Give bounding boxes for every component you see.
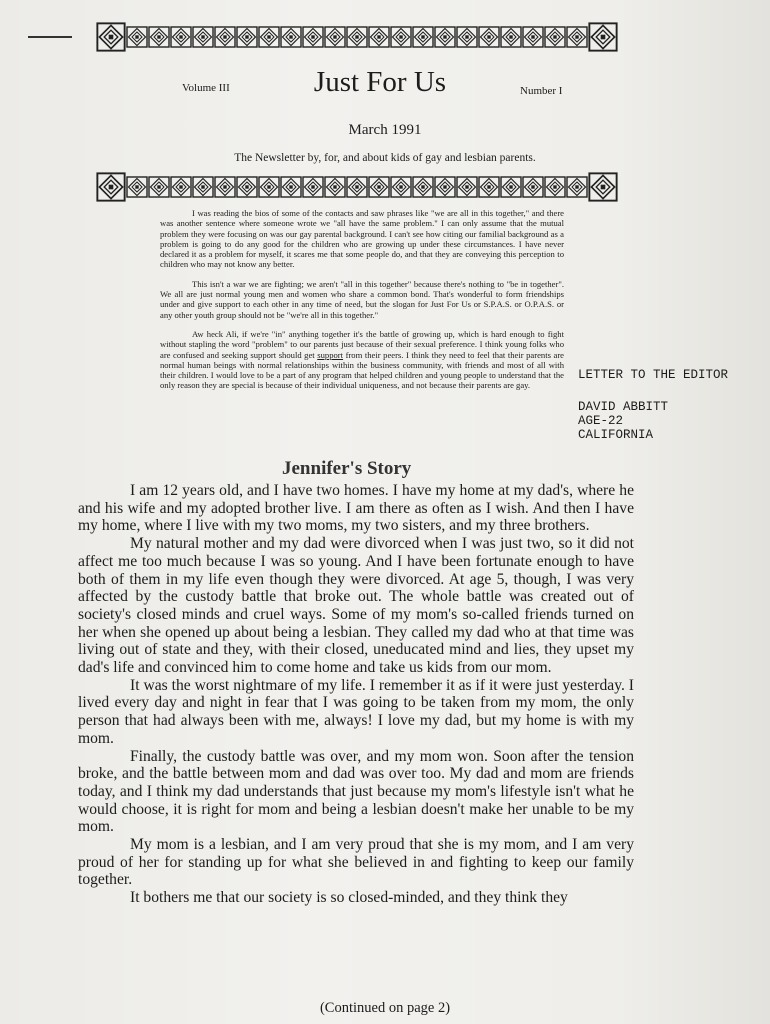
border-ornament-tile (96, 22, 126, 52)
border-ornament-tile (588, 22, 618, 52)
border-ornament-tile (456, 176, 478, 198)
border-ornament-tile (126, 26, 148, 48)
volume-label: Volume III (182, 82, 230, 94)
story-body (78, 482, 634, 907)
border-ornament-tile (236, 176, 258, 198)
border-ornament-tile (214, 26, 236, 48)
number-label: Number I (520, 85, 563, 97)
border-ornament-tile (522, 26, 544, 48)
border-ornament-tile (324, 26, 346, 48)
border-ornament-tile (412, 26, 434, 48)
border-ornament-tile (236, 26, 258, 48)
letter-body (160, 208, 564, 400)
border-ornament-tile (478, 26, 500, 48)
letter-paragraph: This isn't a war we are fighting; we aren't "all in this together" because there's nothing to "be in together". We all are just normal young men and women who share a common bond. That's wonderful to form friendships under and give support to each other in any time of need, but the slogan for Just For Us or S.P.A.S. or O.P.A.S. or any other youth group should not be "we're all in this together." (160, 278, 564, 320)
border-ornament-tile (346, 176, 368, 198)
story-title: Jennifer's Story (282, 458, 412, 479)
story-paragraph: My natural mother and my dad were divorced when I was just two, so it did not affect me too much because I was so young. And I have been fortunate enough to have both of them in my life even though they were divorced. At age 5, though, I was very affected by the custody battle that broke out. The whole battle was created out of society's closed minds and cruel ways. Some of my mom's so-called friends turned on her when she opened up about being a lesbian. They called my dad who at that time was living out of state and they, with their closed, uneducated mind and lies, they upset my dad's life and convinced him to come home and take us kids from our mom. (78, 535, 634, 677)
border-ornament-tile (192, 26, 214, 48)
border-ornament-tile (434, 176, 456, 198)
border-ornament-tile (280, 176, 302, 198)
border-ornament-tile (522, 176, 544, 198)
border-ornament-tile (126, 176, 148, 198)
border-ornament-tile (500, 176, 522, 198)
border-ornament-tile (214, 176, 236, 198)
author-age: AGE-22 (578, 414, 624, 428)
border-ornament-tile (368, 26, 390, 48)
border-ornament-tile (588, 172, 618, 202)
border-ornament-tile (96, 172, 126, 202)
letter-text: from their peers. I think they need to feel that their parents are normal human beings with normal relationships within the business community, with friends and most of all with their children. I would love to be a part of any program that helped children and young people to understand that the only reason they are special is because of their individual uniqueness, and not because their parents are gay. (160, 349, 564, 391)
border-ornament-tile (544, 26, 566, 48)
border-ornament-tile (258, 26, 280, 48)
letter-sidebar (578, 368, 728, 442)
story-paragraph: I am 12 years old, and I have two homes. I have my home at my dad's, where he and his wife and my adopted brother live. I am there as often as I wish. And then I have my home, where I live with my two moms, my two sisters, and my three brothers. (78, 482, 634, 535)
issue-date: March 1991 (348, 122, 422, 138)
letter-text: Aw heck Ali, if we're "in" anything together it's the battle of growing up, which is hard enough to fight without stapling the word "problem" to our parents just because of their sexual preference. I think young folks who are confused and seeking support should get (160, 328, 564, 360)
border-ornament-tile (478, 176, 500, 198)
border-ornament-tile (412, 176, 434, 198)
border-ornament-tile (302, 26, 324, 48)
border-ornament-tile (324, 176, 346, 198)
letter-paragraph: I was reading the bios of some of the contacts and saw phrases like "we are all in this together," and there was another sentence where someone wrote we "all have the same problem." I can only assume that the mutual problem they were focusing on was our gay parental background. I can't see how citing our familial background as a problem is going to do any good for the children who are growing up under these circumstances. I have never declared it as a problem for myself, it scares me that some people do, and that they are conveying this perception to children who may not know any better. (160, 208, 564, 270)
border-ornament-tile (258, 176, 280, 198)
decorative-border-middle (96, 172, 618, 202)
author-name: DAVID ABBITT (578, 400, 669, 414)
story-paragraph: It was the worst nightmare of my life. I remember it as if it were just yesterday. I lived every day and night in fear that I was going to be taken from my mom, the only person that had always been with me, always! I love my dad, but my home is with my mom. (78, 676, 634, 747)
sidebar-heading: LETTER TO THE EDITOR (578, 368, 729, 382)
border-ornament-tile (390, 176, 412, 198)
decorative-border-top (96, 22, 618, 52)
underlined-word: support (317, 349, 344, 360)
border-ornament-tile (192, 176, 214, 198)
border-ornament-tile (390, 26, 412, 48)
margin-dash-mark (28, 36, 72, 38)
author-state: CALIFORNIA (578, 428, 654, 442)
border-ornament-tile (434, 26, 456, 48)
story-paragraph: It bothers me that our society is so closed-minded, and they think they (130, 889, 568, 907)
border-ornament-tile (456, 26, 478, 48)
border-ornament-tile (566, 176, 588, 198)
border-ornament-tile (302, 176, 324, 198)
border-ornament-tile (346, 26, 368, 48)
border-ornament-tile (280, 26, 302, 48)
newsletter-title: Just For Us (313, 66, 447, 98)
tagline: The Newsletter by, for, and about kids of gay and lesbian parents. (234, 152, 536, 164)
border-ornament-tile (544, 176, 566, 198)
border-ornament-tile (368, 176, 390, 198)
border-ornament-tile (148, 26, 170, 48)
story-paragraph: Finally, the custody battle was over, and my mom won. Soon after the tension broke, and the battle between mom and dad was over too. My dad and mom are friends today, and I think my dad understands that just because my mom's lifestyle isn't what he would choose, it is right for mom and being a lesbian doesn't make her unable to be my mom. (78, 747, 634, 836)
continued-note: (Continued on page 2) (319, 1000, 451, 1016)
story-paragraph: My mom is a lesbian, and I am very proud that she is my mom, and I am very proud of her for standing up for what she believed in and fighting to keep our family together. (78, 836, 634, 889)
border-ornament-tile (170, 176, 192, 198)
border-ornament-tile (566, 26, 588, 48)
border-ornament-tile (148, 176, 170, 198)
border-ornament-tile (170, 26, 192, 48)
border-ornament-tile (500, 26, 522, 48)
letter-paragraph (160, 329, 564, 391)
